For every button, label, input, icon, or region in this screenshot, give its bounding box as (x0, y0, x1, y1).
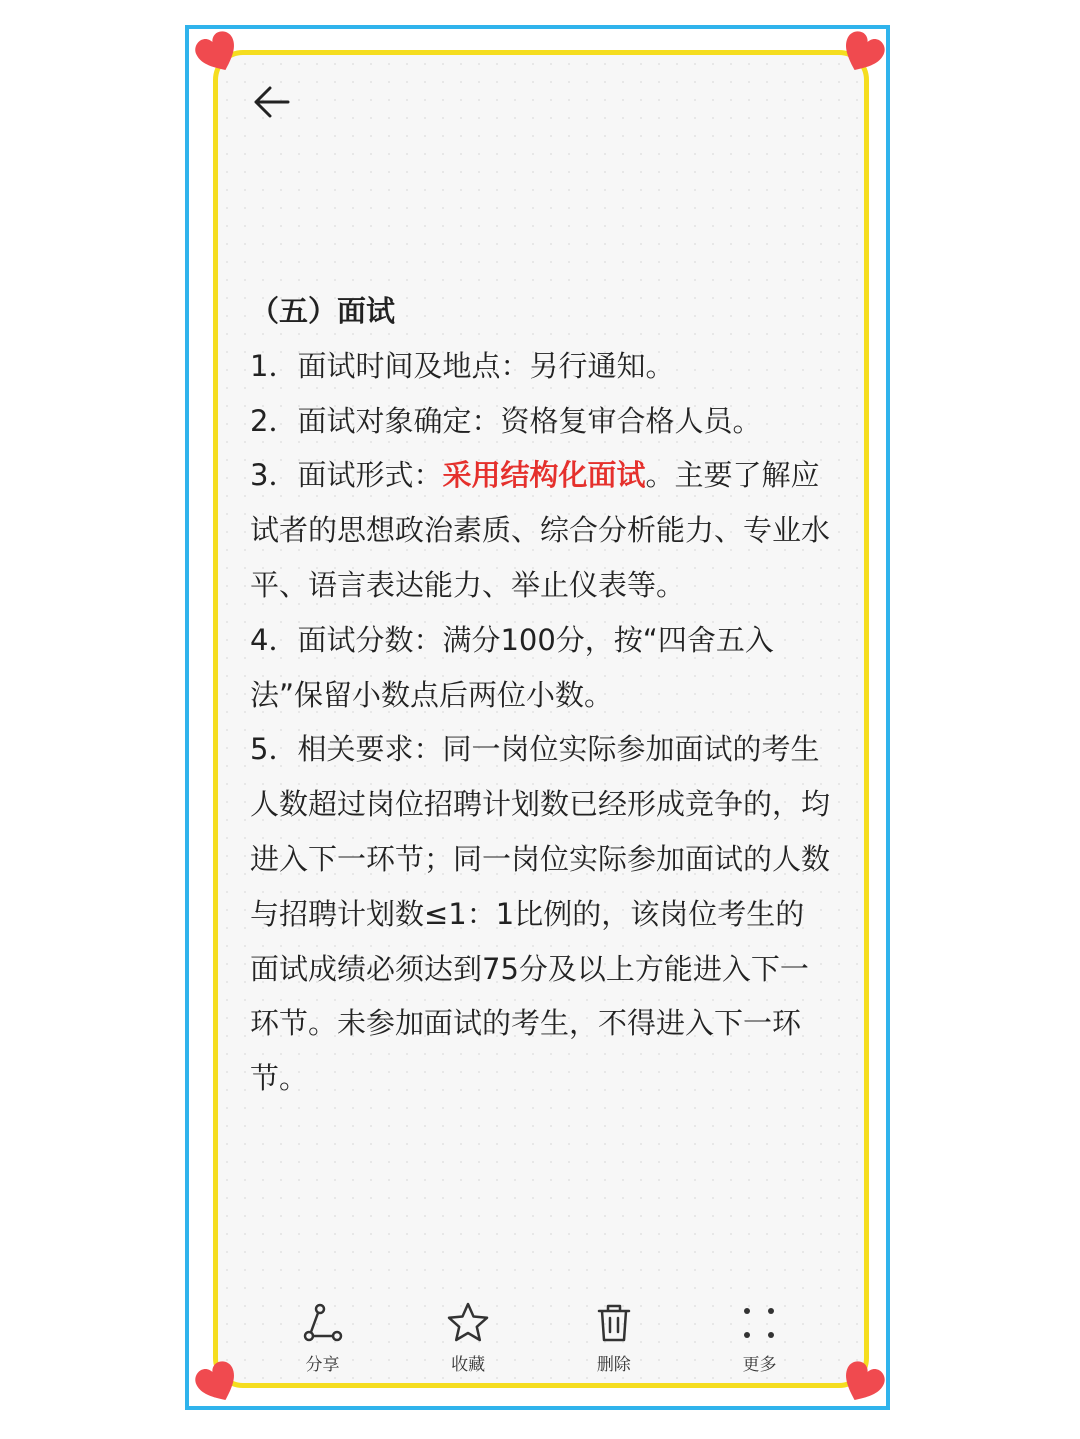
article-body (250, 284, 830, 1106)
paragraph-3-suffix: 。主要了解应试者的思想政治素质、综合分析能力、专业水平、语言表达能力、举止仪表等。 (250, 458, 831, 602)
share-button[interactable] (250, 1300, 395, 1380)
highlight-text: 采用结构化面试 (442, 458, 646, 493)
paragraph-5: 5．相关要求：同一岗位实际参加面试的考生人数超过岗位招聘计划数已经形成竞争的，均进入下一环节；同一岗位实际参加面试的人数与招聘计划数≤1：1比例的，该岗位考生的面试成绩必须达到75分及以上方能进入下一环节。未参加面试的考生，不得进入下一环节。 (250, 732, 831, 1096)
trash-icon (591, 1300, 637, 1346)
more-label: 更多 (742, 1355, 777, 1375)
bottom-toolbar (250, 1300, 832, 1380)
more-button[interactable] (687, 1300, 832, 1380)
paragraph-1: 1．面试时间及地点：另行通知。 (250, 348, 675, 383)
share-icon (300, 1300, 346, 1346)
delete-label: 删除 (596, 1355, 631, 1375)
star-icon (445, 1300, 491, 1346)
favorite-label: 收藏 (451, 1355, 486, 1375)
share-label: 分享 (305, 1355, 340, 1375)
arrow-left-icon[interactable] (250, 80, 294, 124)
favorite-button[interactable] (396, 1300, 541, 1380)
paragraph-3-prefix: 3．面试形式： (250, 458, 443, 493)
paragraph-4: 4．面试分数：满分100分，按“四舍五入法”保留小数点后两位小数。 (250, 622, 774, 712)
more-icon (736, 1300, 782, 1346)
section-title: （五）面试 (250, 294, 396, 328)
paragraph-3 (250, 448, 830, 612)
paragraph-2: 2．面试对象确定：资格复审合格人员。 (250, 403, 762, 438)
delete-button[interactable] (541, 1300, 686, 1380)
